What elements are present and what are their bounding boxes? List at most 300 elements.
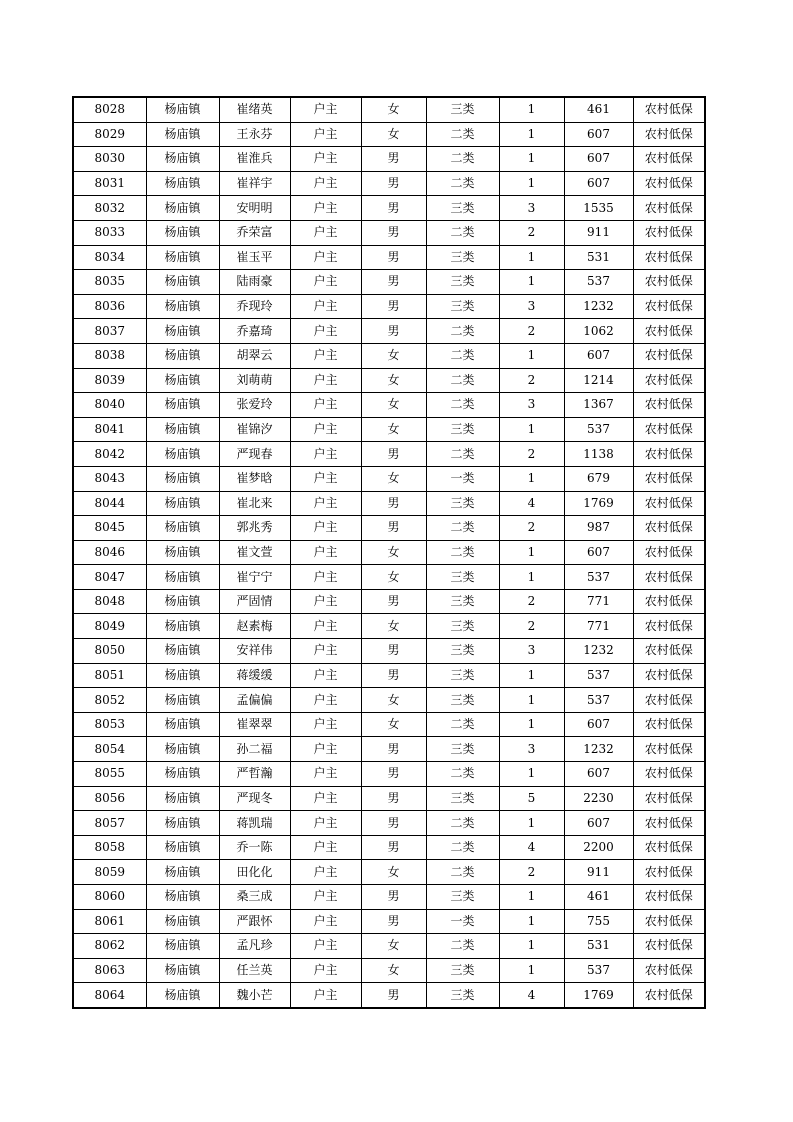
amount-cell: 607 xyxy=(564,171,633,196)
serial-number-cell: 8033 xyxy=(73,220,146,245)
town-cell: 杨庙镇 xyxy=(146,516,219,541)
town-cell: 杨庙镇 xyxy=(146,220,219,245)
household-size-cell: 2 xyxy=(499,860,564,885)
town-cell: 杨庙镇 xyxy=(146,122,219,147)
gender-cell: 女 xyxy=(361,934,426,959)
town-cell: 杨庙镇 xyxy=(146,688,219,713)
town-cell: 杨庙镇 xyxy=(146,737,219,762)
amount-cell: 911 xyxy=(564,860,633,885)
name-cell: 任兰英 xyxy=(219,958,290,983)
type-cell: 农村低保 xyxy=(633,934,705,959)
serial-number-cell: 8029 xyxy=(73,122,146,147)
gender-cell: 男 xyxy=(361,270,426,295)
gender-cell: 男 xyxy=(361,786,426,811)
relation-cell: 户主 xyxy=(290,835,361,860)
gender-cell: 男 xyxy=(361,835,426,860)
serial-number-cell: 8048 xyxy=(73,589,146,614)
household-size-cell: 2 xyxy=(499,589,564,614)
category-cell: 二类 xyxy=(426,171,499,196)
town-cell: 杨庙镇 xyxy=(146,885,219,910)
table-row xyxy=(73,589,705,614)
town-cell: 杨庙镇 xyxy=(146,442,219,467)
amount-cell: 987 xyxy=(564,516,633,541)
amount-cell: 1232 xyxy=(564,639,633,664)
household-size-cell: 1 xyxy=(499,811,564,836)
relation-cell: 户主 xyxy=(290,516,361,541)
household-size-cell: 4 xyxy=(499,835,564,860)
town-cell: 杨庙镇 xyxy=(146,196,219,221)
type-cell: 农村低保 xyxy=(633,466,705,491)
household-size-cell: 4 xyxy=(499,983,564,1008)
table-row xyxy=(73,147,705,172)
relation-cell: 户主 xyxy=(290,294,361,319)
table-row xyxy=(73,688,705,713)
relation-cell: 户主 xyxy=(290,147,361,172)
gender-cell: 男 xyxy=(361,762,426,787)
town-cell: 杨庙镇 xyxy=(146,565,219,590)
name-cell: 刘萌萌 xyxy=(219,368,290,393)
type-cell: 农村低保 xyxy=(633,442,705,467)
serial-number-cell: 8040 xyxy=(73,393,146,418)
name-cell: 崔梦晗 xyxy=(219,466,290,491)
table-row xyxy=(73,786,705,811)
category-cell: 二类 xyxy=(426,712,499,737)
type-cell: 农村低保 xyxy=(633,97,705,122)
relation-cell: 户主 xyxy=(290,860,361,885)
table-row xyxy=(73,466,705,491)
name-cell: 崔文萱 xyxy=(219,540,290,565)
household-size-cell: 1 xyxy=(499,171,564,196)
category-cell: 三类 xyxy=(426,417,499,442)
town-cell: 杨庙镇 xyxy=(146,589,219,614)
category-cell: 三类 xyxy=(426,97,499,122)
gender-cell: 女 xyxy=(361,614,426,639)
household-size-cell: 1 xyxy=(499,663,564,688)
category-cell: 二类 xyxy=(426,319,499,344)
relation-cell: 户主 xyxy=(290,614,361,639)
name-cell: 严现冬 xyxy=(219,786,290,811)
town-cell: 杨庙镇 xyxy=(146,909,219,934)
table-row xyxy=(73,343,705,368)
relation-cell: 户主 xyxy=(290,491,361,516)
household-size-cell: 2 xyxy=(499,220,564,245)
amount-cell: 1138 xyxy=(564,442,633,467)
category-cell: 一类 xyxy=(426,466,499,491)
amount-cell: 679 xyxy=(564,466,633,491)
household-size-cell: 1 xyxy=(499,958,564,983)
category-cell: 三类 xyxy=(426,639,499,664)
type-cell: 农村低保 xyxy=(633,639,705,664)
name-cell: 乔荣富 xyxy=(219,220,290,245)
town-cell: 杨庙镇 xyxy=(146,958,219,983)
table-row xyxy=(73,983,705,1008)
category-cell: 三类 xyxy=(426,663,499,688)
household-size-cell: 5 xyxy=(499,786,564,811)
household-size-cell: 2 xyxy=(499,442,564,467)
gender-cell: 女 xyxy=(361,343,426,368)
table-row xyxy=(73,737,705,762)
town-cell: 杨庙镇 xyxy=(146,712,219,737)
gender-cell: 男 xyxy=(361,491,426,516)
category-cell: 二类 xyxy=(426,934,499,959)
amount-cell: 537 xyxy=(564,565,633,590)
amount-cell: 531 xyxy=(564,245,633,270)
table-row xyxy=(73,762,705,787)
serial-number-cell: 8034 xyxy=(73,245,146,270)
relation-cell: 户主 xyxy=(290,958,361,983)
type-cell: 农村低保 xyxy=(633,885,705,910)
category-cell: 一类 xyxy=(426,909,499,934)
category-cell: 三类 xyxy=(426,245,499,270)
type-cell: 农村低保 xyxy=(633,270,705,295)
table-row xyxy=(73,565,705,590)
amount-cell: 607 xyxy=(564,762,633,787)
name-cell: 安祥伟 xyxy=(219,639,290,664)
gender-cell: 男 xyxy=(361,196,426,221)
town-cell: 杨庙镇 xyxy=(146,147,219,172)
gender-cell: 男 xyxy=(361,983,426,1008)
household-size-cell: 1 xyxy=(499,245,564,270)
gender-cell: 女 xyxy=(361,368,426,393)
name-cell: 蒋凯瑞 xyxy=(219,811,290,836)
town-cell: 杨庙镇 xyxy=(146,294,219,319)
amount-cell: 1232 xyxy=(564,737,633,762)
table-row xyxy=(73,540,705,565)
serial-number-cell: 8062 xyxy=(73,934,146,959)
household-size-cell: 1 xyxy=(499,97,564,122)
table-row xyxy=(73,663,705,688)
gender-cell: 男 xyxy=(361,319,426,344)
serial-number-cell: 8041 xyxy=(73,417,146,442)
name-cell: 胡翠云 xyxy=(219,343,290,368)
gender-cell: 男 xyxy=(361,811,426,836)
serial-number-cell: 8038 xyxy=(73,343,146,368)
type-cell: 农村低保 xyxy=(633,319,705,344)
serial-number-cell: 8060 xyxy=(73,885,146,910)
table-row xyxy=(73,270,705,295)
relation-cell: 户主 xyxy=(290,983,361,1008)
town-cell: 杨庙镇 xyxy=(146,983,219,1008)
type-cell: 农村低保 xyxy=(633,688,705,713)
town-cell: 杨庙镇 xyxy=(146,466,219,491)
type-cell: 农村低保 xyxy=(633,171,705,196)
category-cell: 三类 xyxy=(426,958,499,983)
category-cell: 三类 xyxy=(426,491,499,516)
relation-cell: 户主 xyxy=(290,442,361,467)
name-cell: 乔嘉琦 xyxy=(219,319,290,344)
type-cell: 农村低保 xyxy=(633,983,705,1008)
town-cell: 杨庙镇 xyxy=(146,171,219,196)
relation-cell: 户主 xyxy=(290,393,361,418)
category-cell: 三类 xyxy=(426,737,499,762)
town-cell: 杨庙镇 xyxy=(146,614,219,639)
type-cell: 农村低保 xyxy=(633,516,705,541)
serial-number-cell: 8043 xyxy=(73,466,146,491)
gender-cell: 男 xyxy=(361,220,426,245)
serial-number-cell: 8030 xyxy=(73,147,146,172)
household-size-cell: 3 xyxy=(499,196,564,221)
town-cell: 杨庙镇 xyxy=(146,934,219,959)
type-cell: 农村低保 xyxy=(633,663,705,688)
amount-cell: 537 xyxy=(564,417,633,442)
household-size-cell: 1 xyxy=(499,270,564,295)
table-row xyxy=(73,196,705,221)
amount-cell: 1535 xyxy=(564,196,633,221)
gender-cell: 男 xyxy=(361,737,426,762)
household-size-cell: 1 xyxy=(499,343,564,368)
name-cell: 田化化 xyxy=(219,860,290,885)
table-row xyxy=(73,368,705,393)
category-cell: 二类 xyxy=(426,516,499,541)
household-size-cell: 3 xyxy=(499,294,564,319)
type-cell: 农村低保 xyxy=(633,737,705,762)
serial-number-cell: 8057 xyxy=(73,811,146,836)
name-cell: 崔淮兵 xyxy=(219,147,290,172)
table-row xyxy=(73,639,705,664)
town-cell: 杨庙镇 xyxy=(146,540,219,565)
table-row xyxy=(73,97,705,122)
gender-cell: 男 xyxy=(361,147,426,172)
relation-cell: 户主 xyxy=(290,762,361,787)
relation-cell: 户主 xyxy=(290,565,361,590)
amount-cell: 537 xyxy=(564,958,633,983)
serial-number-cell: 8058 xyxy=(73,835,146,860)
household-size-cell: 3 xyxy=(499,639,564,664)
type-cell: 农村低保 xyxy=(633,540,705,565)
relation-cell: 户主 xyxy=(290,885,361,910)
type-cell: 农村低保 xyxy=(633,614,705,639)
town-cell: 杨庙镇 xyxy=(146,319,219,344)
household-size-cell: 2 xyxy=(499,319,564,344)
amount-cell: 2230 xyxy=(564,786,633,811)
gender-cell: 男 xyxy=(361,171,426,196)
amount-cell: 771 xyxy=(564,614,633,639)
serial-number-cell: 8049 xyxy=(73,614,146,639)
table-row xyxy=(73,958,705,983)
gender-cell: 男 xyxy=(361,639,426,664)
table-row xyxy=(73,245,705,270)
category-cell: 二类 xyxy=(426,762,499,787)
gender-cell: 男 xyxy=(361,589,426,614)
household-size-cell: 1 xyxy=(499,540,564,565)
name-cell: 乔现玲 xyxy=(219,294,290,319)
town-cell: 杨庙镇 xyxy=(146,811,219,836)
serial-number-cell: 8047 xyxy=(73,565,146,590)
name-cell: 严固情 xyxy=(219,589,290,614)
table-row xyxy=(73,294,705,319)
gender-cell: 男 xyxy=(361,909,426,934)
serial-number-cell: 8046 xyxy=(73,540,146,565)
amount-cell: 537 xyxy=(564,663,633,688)
serial-number-cell: 8044 xyxy=(73,491,146,516)
category-cell: 二类 xyxy=(426,811,499,836)
gender-cell: 女 xyxy=(361,540,426,565)
amount-cell: 607 xyxy=(564,540,633,565)
gender-cell: 男 xyxy=(361,663,426,688)
type-cell: 农村低保 xyxy=(633,491,705,516)
relation-cell: 户主 xyxy=(290,171,361,196)
name-cell: 崔玉平 xyxy=(219,245,290,270)
name-cell: 魏小芒 xyxy=(219,983,290,1008)
serial-number-cell: 8035 xyxy=(73,270,146,295)
town-cell: 杨庙镇 xyxy=(146,97,219,122)
serial-number-cell: 8061 xyxy=(73,909,146,934)
town-cell: 杨庙镇 xyxy=(146,663,219,688)
amount-cell: 1232 xyxy=(564,294,633,319)
amount-cell: 531 xyxy=(564,934,633,959)
relation-cell: 户主 xyxy=(290,270,361,295)
amount-cell: 607 xyxy=(564,122,633,147)
table-row xyxy=(73,811,705,836)
gender-cell: 女 xyxy=(361,417,426,442)
relation-cell: 户主 xyxy=(290,417,361,442)
category-cell: 三类 xyxy=(426,786,499,811)
household-size-cell: 1 xyxy=(499,417,564,442)
table-row xyxy=(73,860,705,885)
type-cell: 农村低保 xyxy=(633,811,705,836)
type-cell: 农村低保 xyxy=(633,245,705,270)
table-row xyxy=(73,122,705,147)
gender-cell: 女 xyxy=(361,393,426,418)
gender-cell: 女 xyxy=(361,860,426,885)
relation-cell: 户主 xyxy=(290,934,361,959)
household-size-cell: 4 xyxy=(499,491,564,516)
relation-cell: 户主 xyxy=(290,540,361,565)
town-cell: 杨庙镇 xyxy=(146,417,219,442)
type-cell: 农村低保 xyxy=(633,762,705,787)
gender-cell: 女 xyxy=(361,97,426,122)
town-cell: 杨庙镇 xyxy=(146,393,219,418)
town-cell: 杨庙镇 xyxy=(146,786,219,811)
table-row xyxy=(73,885,705,910)
category-cell: 三类 xyxy=(426,565,499,590)
category-cell: 二类 xyxy=(426,442,499,467)
type-cell: 农村低保 xyxy=(633,712,705,737)
gender-cell: 男 xyxy=(361,442,426,467)
gender-cell: 女 xyxy=(361,958,426,983)
serial-number-cell: 8054 xyxy=(73,737,146,762)
category-cell: 三类 xyxy=(426,294,499,319)
name-cell: 张爱玲 xyxy=(219,393,290,418)
table-row xyxy=(73,614,705,639)
serial-number-cell: 8050 xyxy=(73,639,146,664)
category-cell: 三类 xyxy=(426,688,499,713)
serial-number-cell: 8036 xyxy=(73,294,146,319)
town-cell: 杨庙镇 xyxy=(146,343,219,368)
amount-cell: 2200 xyxy=(564,835,633,860)
town-cell: 杨庙镇 xyxy=(146,762,219,787)
household-size-cell: 1 xyxy=(499,147,564,172)
name-cell: 崔翠翠 xyxy=(219,712,290,737)
name-cell: 郭兆秀 xyxy=(219,516,290,541)
name-cell: 崔绪英 xyxy=(219,97,290,122)
category-cell: 二类 xyxy=(426,147,499,172)
town-cell: 杨庙镇 xyxy=(146,860,219,885)
name-cell: 乔一陈 xyxy=(219,835,290,860)
table-row xyxy=(73,417,705,442)
amount-cell: 537 xyxy=(564,688,633,713)
amount-cell: 607 xyxy=(564,343,633,368)
table-row xyxy=(73,220,705,245)
relation-cell: 户主 xyxy=(290,245,361,270)
type-cell: 农村低保 xyxy=(633,122,705,147)
household-size-cell: 2 xyxy=(499,368,564,393)
serial-number-cell: 8055 xyxy=(73,762,146,787)
relation-cell: 户主 xyxy=(290,688,361,713)
relation-cell: 户主 xyxy=(290,466,361,491)
data-table xyxy=(72,96,706,1009)
table-row xyxy=(73,835,705,860)
serial-number-cell: 8059 xyxy=(73,860,146,885)
serial-number-cell: 8042 xyxy=(73,442,146,467)
serial-number-cell: 8031 xyxy=(73,171,146,196)
type-cell: 农村低保 xyxy=(633,786,705,811)
type-cell: 农村低保 xyxy=(633,220,705,245)
household-size-cell: 3 xyxy=(499,393,564,418)
gender-cell: 女 xyxy=(361,466,426,491)
serial-number-cell: 8039 xyxy=(73,368,146,393)
type-cell: 农村低保 xyxy=(633,147,705,172)
type-cell: 农村低保 xyxy=(633,909,705,934)
name-cell: 崔锦汐 xyxy=(219,417,290,442)
type-cell: 农村低保 xyxy=(633,368,705,393)
type-cell: 农村低保 xyxy=(633,835,705,860)
relation-cell: 户主 xyxy=(290,343,361,368)
category-cell: 二类 xyxy=(426,393,499,418)
gender-cell: 女 xyxy=(361,122,426,147)
amount-cell: 771 xyxy=(564,589,633,614)
amount-cell: 1367 xyxy=(564,393,633,418)
category-cell: 三类 xyxy=(426,589,499,614)
type-cell: 农村低保 xyxy=(633,565,705,590)
table-body xyxy=(73,97,705,1008)
amount-cell: 755 xyxy=(564,909,633,934)
relation-cell: 户主 xyxy=(290,196,361,221)
relation-cell: 户主 xyxy=(290,368,361,393)
serial-number-cell: 8045 xyxy=(73,516,146,541)
name-cell: 桑三成 xyxy=(219,885,290,910)
name-cell: 赵素梅 xyxy=(219,614,290,639)
amount-cell: 1769 xyxy=(564,491,633,516)
town-cell: 杨庙镇 xyxy=(146,835,219,860)
amount-cell: 461 xyxy=(564,97,633,122)
category-cell: 三类 xyxy=(426,614,499,639)
table-row xyxy=(73,319,705,344)
gender-cell: 男 xyxy=(361,885,426,910)
relation-cell: 户主 xyxy=(290,712,361,737)
amount-cell: 607 xyxy=(564,712,633,737)
relation-cell: 户主 xyxy=(290,220,361,245)
household-size-cell: 3 xyxy=(499,737,564,762)
type-cell: 农村低保 xyxy=(633,417,705,442)
amount-cell: 1769 xyxy=(564,983,633,1008)
table-row xyxy=(73,442,705,467)
category-cell: 二类 xyxy=(426,860,499,885)
serial-number-cell: 8063 xyxy=(73,958,146,983)
category-cell: 二类 xyxy=(426,220,499,245)
relation-cell: 户主 xyxy=(290,786,361,811)
town-cell: 杨庙镇 xyxy=(146,639,219,664)
town-cell: 杨庙镇 xyxy=(146,368,219,393)
serial-number-cell: 8051 xyxy=(73,663,146,688)
amount-cell: 537 xyxy=(564,270,633,295)
household-size-cell: 1 xyxy=(499,688,564,713)
household-size-cell: 1 xyxy=(499,885,564,910)
gender-cell: 男 xyxy=(361,294,426,319)
household-size-cell: 1 xyxy=(499,565,564,590)
household-size-cell: 2 xyxy=(499,614,564,639)
gender-cell: 女 xyxy=(361,688,426,713)
